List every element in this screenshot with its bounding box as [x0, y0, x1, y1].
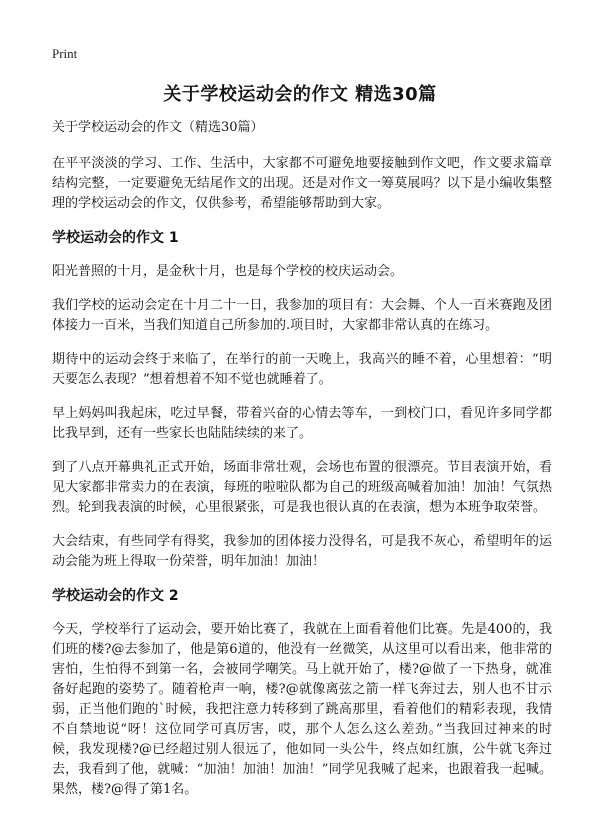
print-label[interactable]: Print: [52, 46, 78, 61]
paragraph: 到了八点开幕典礼正式开始，场面非常壮观，会场也布置的很漂亮。节目表演开始，看见大家都非常卖力的在表演，每班的啦啦队都为自己的班级高喊着加油！加油！气氛热烈。轮到我表演的时候，心里很紧张，可是我也很认真的在表演，想为本班争取荣誉。: [52, 460, 552, 515]
section-heading: 学校运动会的作文 1: [52, 230, 179, 246]
paragraph: 今天，学校举行了运动会，要开始比赛了，我就在上面看着他们比赛。先是400的，我们班的楼?@去参加了，他是第6道的，他没有一丝微笑，从这里可以看出来，他非常的害怕，生怕得不到第一名，会被同学嘲笑。马上就开始了，楼?@做了一下热身，就准备好起跑的姿势了。随着枪声一响，楼?@就像离弦之箭一样飞奔过去，别人也不甘示弱，正当他们跑的`时候，我把注意力转移到了跳高那里，看着他们的精彩表现，我情不自禁地说“呀！这位同学可真厉害，哎，那个人怎么这么差劲。”当我回过神来的时候，我发现楼?@已经超过别人很远了，他如同一头公牛，终点如红旗，公牛就飞奔过去，我看到了他，就喊：“加油！加油！加油！”同学见我喊了起来，也跟着我一起喊。果然，楼?@得了第1名。: [52, 622, 552, 797]
paragraph: 我们学校的运动会定在十月二十一日，我参加的项目有：大会舞、个人一百米赛跑及团体接力一百米，当我们知道自己所参加的.项目时，大家都非常认真的在练习。: [52, 298, 552, 333]
paragraph: 早上妈妈叫我起床，吃过早餐，带着兴奋的心情去等车，一到校门口，看见许多同学都比我早到，还有一些家长也陆陆续续的来了。: [52, 406, 552, 441]
article-subtitle: 关于学校运动会的作文（精选30篇）: [52, 120, 264, 135]
paragraph: 阳光普照的十月，是金秋十月，也是每个学校的校庆运动会。: [52, 264, 404, 279]
article-body: [52, 118, 552, 814]
section-heading: 学校运动会的作文 2: [52, 588, 179, 604]
intro-paragraph: 在平平淡淡的学习、工作、生活中，大家都不可避免地要接触到作文吧，作文要求篇章结构完整，一定要避免无结尾作文的出现。还是对作文一筹莫展吗？以下是小编收集整理的学校运动会的作文，仅供参考，希望能够帮助到大家。: [52, 156, 552, 211]
paragraph: 期待中的运动会终于来临了，在举行的前一天晚上，我高兴的睡不着，心里想着：“明天要怎么表现？”想着想着不知不觉也就睡着了。: [52, 352, 552, 387]
page-title: 关于学校运动会的作文 精选30篇: [163, 84, 437, 105]
paragraph: 大会结束，有些同学有得奖，我参加的团体接力没得名，可是我不灰心，希望明年的运动会能为班上得取一份荣誉，明年加油！加油！: [52, 534, 552, 569]
